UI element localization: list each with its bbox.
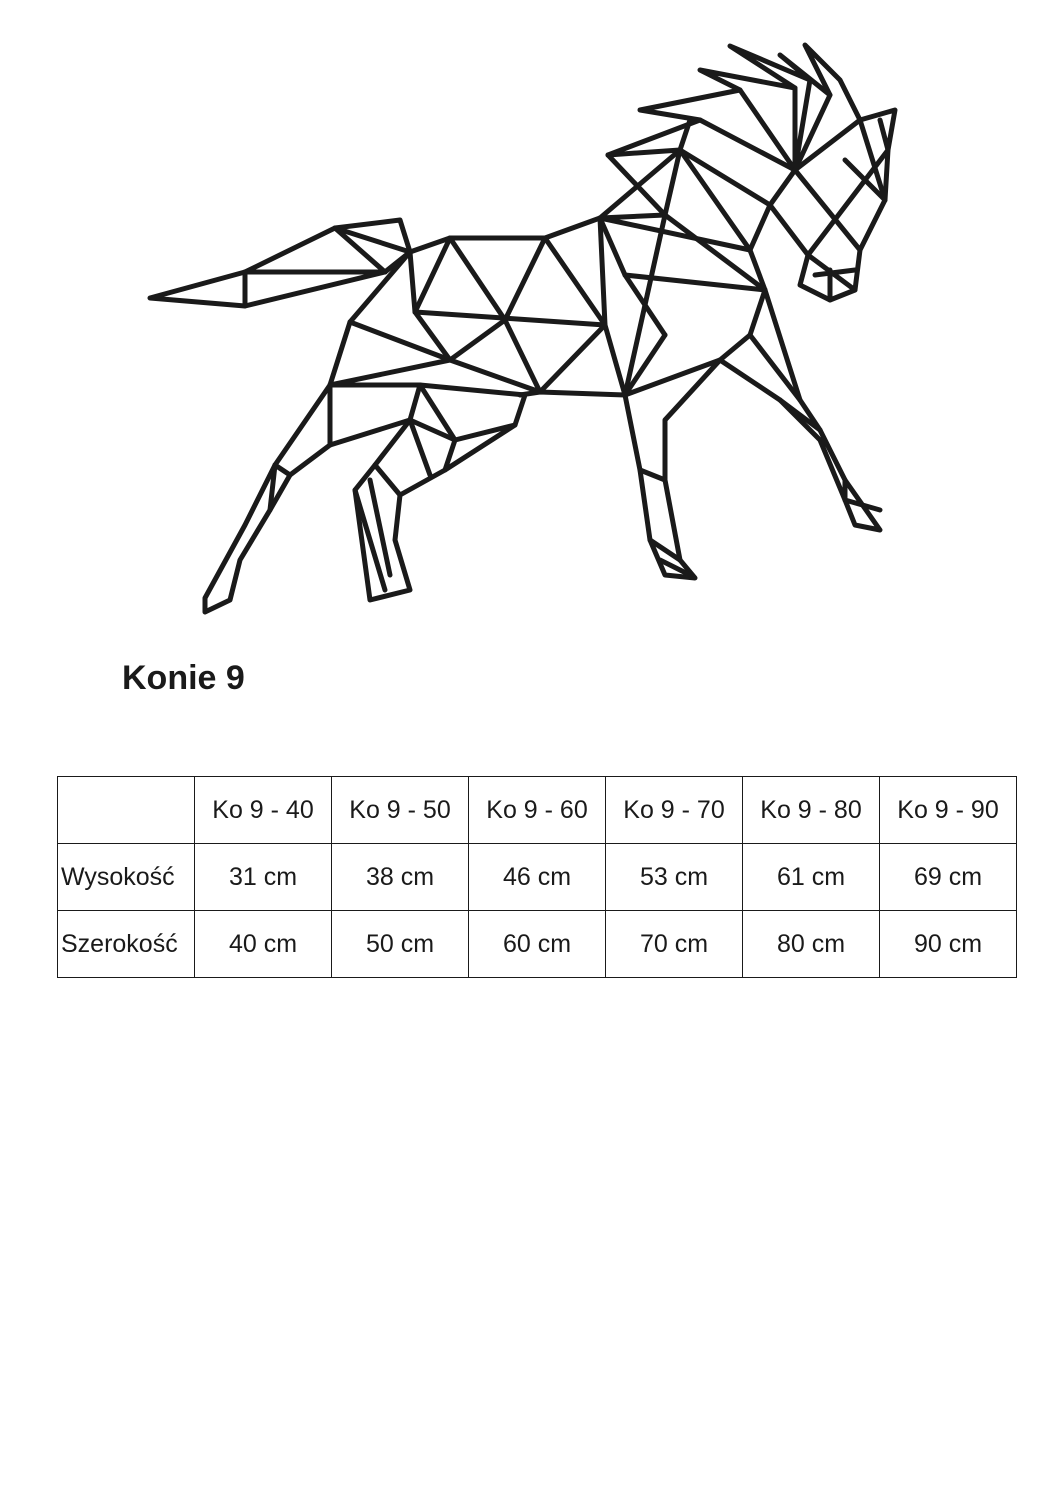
table-cell: 60 cm — [469, 911, 606, 978]
table-cell: 90 cm — [880, 911, 1017, 978]
table-corner-cell — [58, 777, 195, 844]
table-column-header: Ko 9 - 40 — [195, 777, 332, 844]
table-column-header: Ko 9 - 60 — [469, 777, 606, 844]
row-label-width: Szerokość — [58, 911, 195, 978]
table-cell: 40 cm — [195, 911, 332, 978]
table-row-height — [58, 844, 1017, 911]
table-column-header: Ko 9 - 90 — [880, 777, 1017, 844]
size-table — [57, 776, 1017, 978]
table-row-width — [58, 911, 1017, 978]
geometric-horse-icon — [140, 38, 910, 628]
row-label-height: Wysokość — [58, 844, 195, 911]
table-cell: 31 cm — [195, 844, 332, 911]
table-cell: 61 cm — [743, 844, 880, 911]
table-cell: 38 cm — [332, 844, 469, 911]
table-cell: 70 cm — [606, 911, 743, 978]
table-column-header: Ko 9 - 50 — [332, 777, 469, 844]
table-column-header: Ko 9 - 70 — [606, 777, 743, 844]
table-column-header: Ko 9 - 80 — [743, 777, 880, 844]
table-cell: 46 cm — [469, 844, 606, 911]
table-cell: 53 cm — [606, 844, 743, 911]
table-cell: 50 cm — [332, 911, 469, 978]
table-cell: 69 cm — [880, 844, 1017, 911]
table-header-row — [58, 777, 1017, 844]
product-title: Konie 9 — [122, 659, 245, 697]
table-cell: 80 cm — [743, 911, 880, 978]
